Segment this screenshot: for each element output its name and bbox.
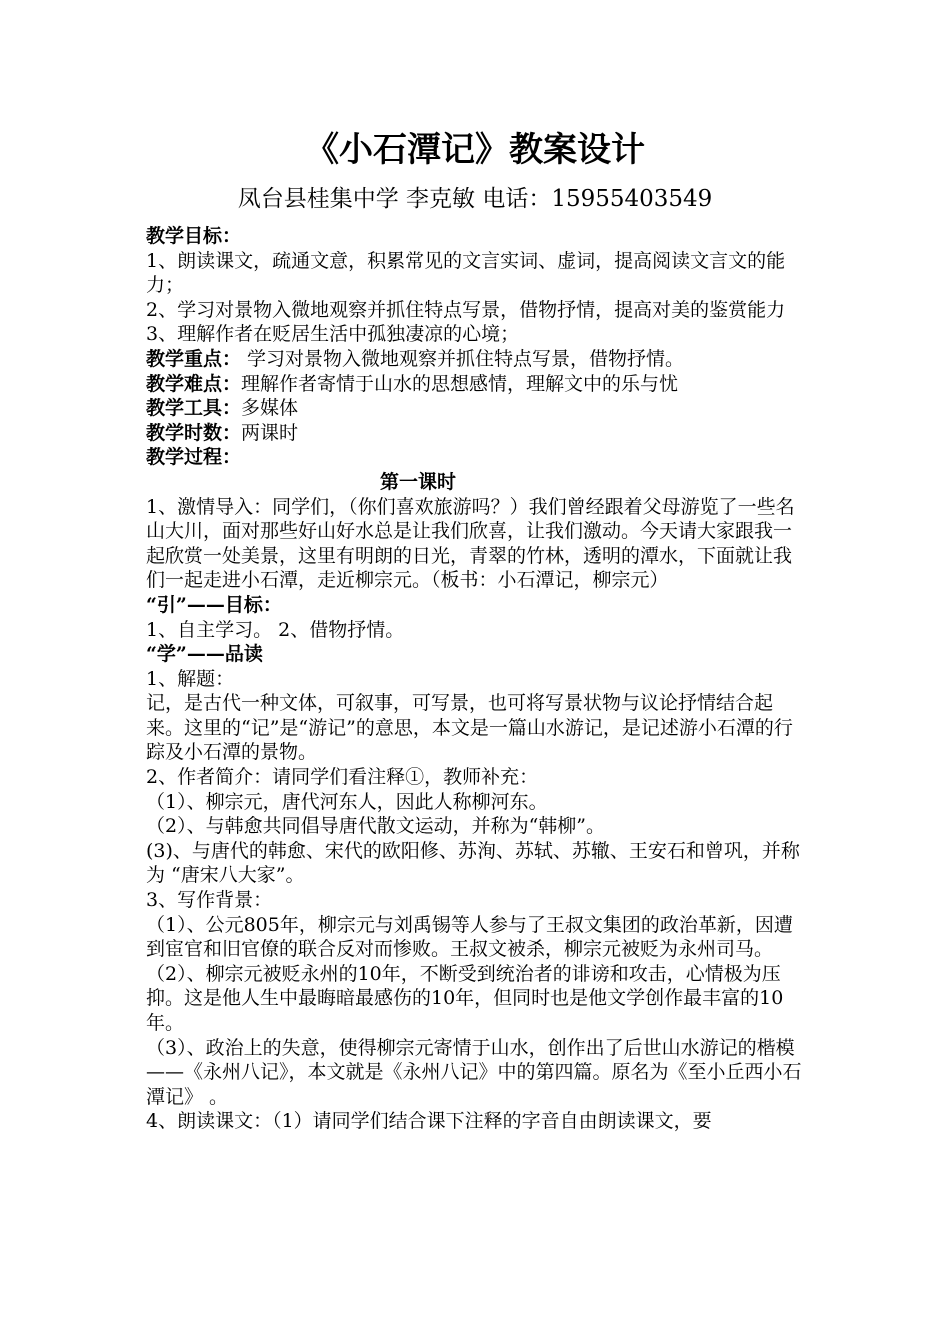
objective-item: 3、理解作者在贬居生活中孤独凄凉的心境；: [146, 323, 520, 346]
lesson-heading: 第一课时: [379, 470, 456, 493]
yin-text: 1、自主学习。 2、借物抒情。: [146, 618, 405, 641]
author-item: (3)、与唐代的韩愈、宋代的欧阳修、苏洵、苏轼、苏辙、王安石和曾巩，并称为 “唐宋八大家”。: [146, 839, 800, 887]
author-info: 凤台县桂集中学 李克敏 电话：15955403549: [237, 186, 713, 212]
reading-paragraph: 4、朗读课文：（1）请同学们结合课下注释的字音自由朗读课文，要: [146, 1110, 712, 1133]
teaching-tools: [146, 396, 810, 421]
objective-item: 2、学习对景物入微地观察并抓住特点写景，借物抒情，提高对美的鉴赏能力: [146, 298, 786, 321]
section-heading-yin: “引”——目标：: [146, 593, 282, 616]
jieti-heading: 1、解题：: [146, 667, 235, 690]
process-heading: 教学过程：: [146, 446, 242, 469]
key-points-text: 学习对景物入微地观察并抓住特点写景，借物抒情。: [241, 347, 685, 370]
section-heading-xue: “学”——品读: [146, 643, 263, 666]
author-item: （1）、柳宗元，唐代河东人，因此人称柳河东。: [146, 790, 548, 813]
document-title: 《小石潭记》教案设计: [305, 130, 645, 170]
background-item: （3）、政治上的失意，使得柳宗元寄情于山水，创作出了后世山水游记的楷模——《永州八记》，本文就是《永州八记》中的第四篇。原名为《至小丘西小石潭记》 。: [146, 1036, 802, 1108]
teaching-hours-label: 教学时数：: [146, 421, 242, 444]
difficulties-label: 教学难点：: [146, 372, 242, 395]
teaching-tools-label: 教学工具：: [146, 397, 242, 420]
key-points-label: 教学重点：: [146, 347, 242, 370]
author-item: （2）、与韩愈共同倡导唐代散文运动，并称为“韩柳”。: [146, 815, 606, 838]
teaching-tools-text: 多媒体: [241, 397, 299, 420]
difficulties-text: 理解作者寄情于山水的思想感情，理解文中的乐与忧: [241, 372, 679, 395]
difficulties: [146, 372, 810, 397]
teaching-hours-text: 两课时: [241, 421, 299, 444]
background-heading: 3、写作背景：: [146, 889, 273, 912]
intro-paragraph: 1、激情导入：同学们，（你们喜欢旅游吗？）我们曾经跟着父母游览了一些名山大川，面对那些好山好水总是让我们欣喜，让我们激动。今天请大家跟我一起欣赏一处美景，这里有明朗的日光，青翠的竹林，透明的潭水，下面就让我们一起走进小石潭，走近柳宗元。（板书：小石潭记，柳宗元）: [146, 495, 795, 592]
key-points: [146, 347, 810, 372]
teaching-hours: [146, 421, 810, 446]
document-body: [146, 224, 810, 1134]
objectives-heading: 教学目标：: [146, 225, 242, 247]
author-heading: 2、作者简介：请同学们看注释①，教师补充：: [146, 766, 539, 789]
background-item: （2）、柳宗元被贬永州的10年，不断受到统治者的诽谤和攻击，心情极为压抑。这是他人生中最晦暗最感伤的10年，但同时也是他文学创作最丰富的10年。: [146, 962, 784, 1034]
jieti-text: 记，是古代一种文体，可叙事，可写景，也可将写景状物与议论抒情结合起来。这里的“记”是“游记”的意思，本文是一篇山水游记，是记述游小石潭的行踪及小石潭的景物。: [146, 692, 793, 764]
objective-item: 1、朗读课文，疏通文意，积累常见的文言实词、虚词，提高阅读文言文的能力；: [146, 249, 786, 297]
background-item: （1）、公元805年，柳宗元与刘禹锡等人参与了王叔文集团的政治革新，因遭到宦官和旧官僚的联合反对而惨败。王叔文被杀，柳宗元被贬为永州司马。: [146, 913, 793, 961]
